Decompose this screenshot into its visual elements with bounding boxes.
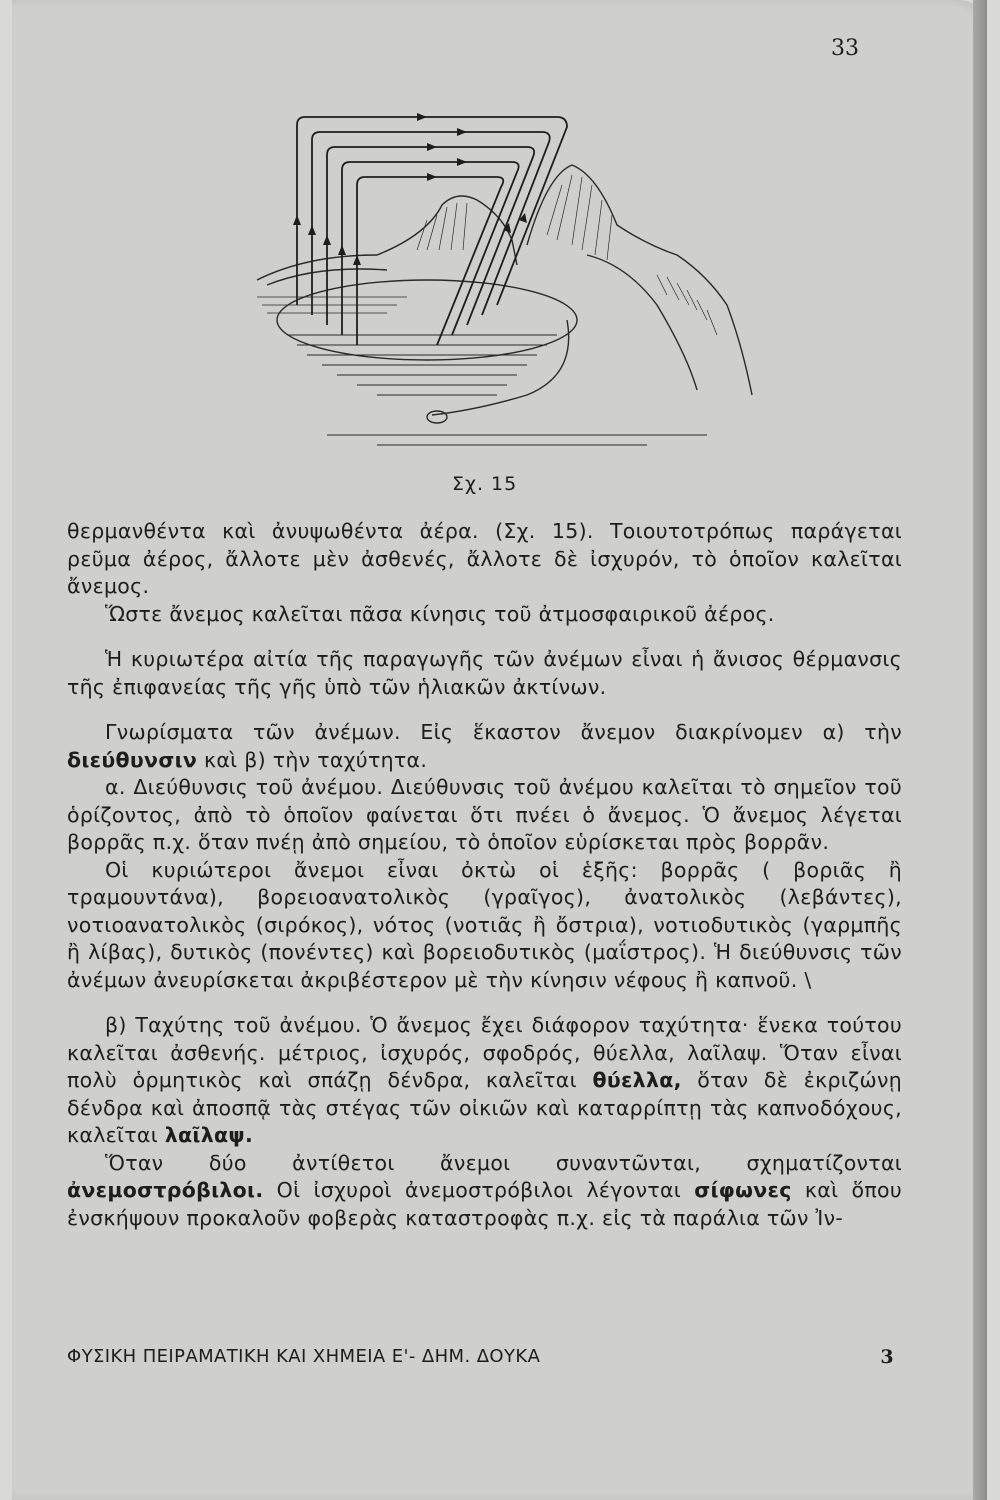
book-page	[12, 0, 987, 1500]
figure-caption: Σχ. 15	[452, 473, 518, 495]
paragraph-characteristics: Γνωρίσματα τῶν ἀνέμων. Εἰς ἕκαστον ἄνεμον διακρίνομεν α) τὴν διεύθυνσιν καὶ β) τὴν ταχύτητα.	[67, 720, 902, 772]
sea-and-land-drawing	[257, 165, 752, 445]
body-text	[67, 518, 902, 1232]
paragraph-whirlwinds: Ὅταν δύο ἀντίθετοι ἄνεμοι συναντῶνται, σχηματίζονται ἀνεμοστρόβιλοι. Οἱ ἰσχυροὶ ἀνεμοστρόβιλοι λέγονται σίφωνες καὶ ὅπου ἐνσκήψουν προκαλοῦν φοβερὰς καταστροφὰς π.χ. εἰς τὰ παράλια τῶν Ἰν-	[67, 1150, 902, 1230]
page-edge	[973, 0, 987, 1500]
speed-heading: β) Ταχύτης τοῦ ἀνέμου.	[105, 1013, 362, 1037]
paragraph-direction: α. Διεύθυνσις τοῦ ἀνέμου. Διεύθυνσις τοῦ ἀνέμου καλεῖται τὸ σημεῖον τοῦ ὁρίζοντος, ἀπὸ τὸ ὁποῖον φαίνεται ὅτι πνέει ὁ ἄνεμος. Ὁ ἄνεμος λέγεται βορρᾶς π.χ. ὅταν πνέῃ ἀπὸ σημείου, τὸ ὁποῖον εὑρίσκεται πρὸς βορρᾶν.	[67, 775, 902, 854]
direction-heading: α. Διεύθυνσις τοῦ ἀνέμου.	[105, 775, 384, 799]
paragraph-1: θερμανθέντα καὶ ἀνυψωθέντα ἀέρα. (Σχ. 15). Τοιουτοτρόπως παράγεται ρεῦμα ἀέρος, ἄλλοτε μὲν ἀσθενές, ἄλλοτε δὲ ἰσχυρόν, τὸ ὁποῖον καλεῖται ἄνεμος.	[67, 519, 902, 598]
characteristics-heading: Γνωρίσματα τῶν ἀνέμων.	[105, 720, 401, 744]
wind-diagram-figure	[227, 105, 767, 455]
paragraph-definition: Ὥστε ἄνεμος καλεῖται πᾶσα κίνησις τοῦ ἀτμοσφαιρικοῦ ἀέρος.	[105, 601, 775, 626]
paragraph-speed: β) Ταχύτης τοῦ ἀνέμου. Ὁ ἄνεμος ἔχει διάφορον ταχύτητα· ἕνεκα τούτου καλεῖται ἀσθενής. μέτριος, ἰσχυρός, σφοδρός, θύελλα, λαῖλαψ. Ὅταν εἶναι πολὺ ὁρμητικὸς καὶ σπάζῃ δένδρα, καλεῖται θύελλα, ὅταν δὲ ἐκριζώνῃ δένδρα καὶ ἀποσπᾷ τὰς στέγας τῶν οἰκιῶν καὶ καταρρίπτῃ τὰς καπνοδόχους, καλεῖται λαῖλαψ.	[67, 1013, 902, 1147]
page-footer	[67, 1346, 902, 1367]
paragraph-cause: Ἡ κυριωτέρα αἰτία τῆς παραγωγῆς τῶν ἀνέμων εἶναι ἡ ἄνισος θέρμανσις τῆς ἐπιφανείας τῆς γῆς ὑπὸ τῶν ἡλιακῶν ἀκτίνων.	[67, 647, 902, 699]
signature-mark: 3	[880, 1346, 894, 1368]
air-current-arrows	[297, 117, 567, 345]
paragraph-main-winds: Οἱ κυριώτεροι ἄνεμοι εἶναι ὀκτὼ οἱ ἑξῆς: βορρᾶς ( βοριᾶς ἢ τραμουντάνα), βορειοανατολικὸς (γραῖγος), ἀνατολικὸς (λεβάντες), νοτιοανατολικὸς (σιρόκος), νότος (νοτιᾶς ἢ ὄστρια), νοτιοδυτικὸς (γαρμπῆς ἢ λίβας), δυτικὸς (πονέντες) καὶ βορειοδυτικὸς (μαΐστρος). Ἡ διεύθυνσις τῶν ἀνέμων ἀνευρίσκεται ἀκριβέστερον μὲ τὴν κίνησιν νέφους ἢ καπνοῦ. \	[67, 857, 902, 992]
arrow-heads	[293, 113, 527, 265]
footer-title: ΦΥΣΙΚΗ ΠΕΙΡΑΜΑΤΙΚΗ ΚΑΙ ΧΗΜΕΙΑ Ε'- ΔΗΜ. ΔΟΥΚΑ	[67, 1346, 541, 1367]
page-number: 33	[831, 36, 859, 61]
